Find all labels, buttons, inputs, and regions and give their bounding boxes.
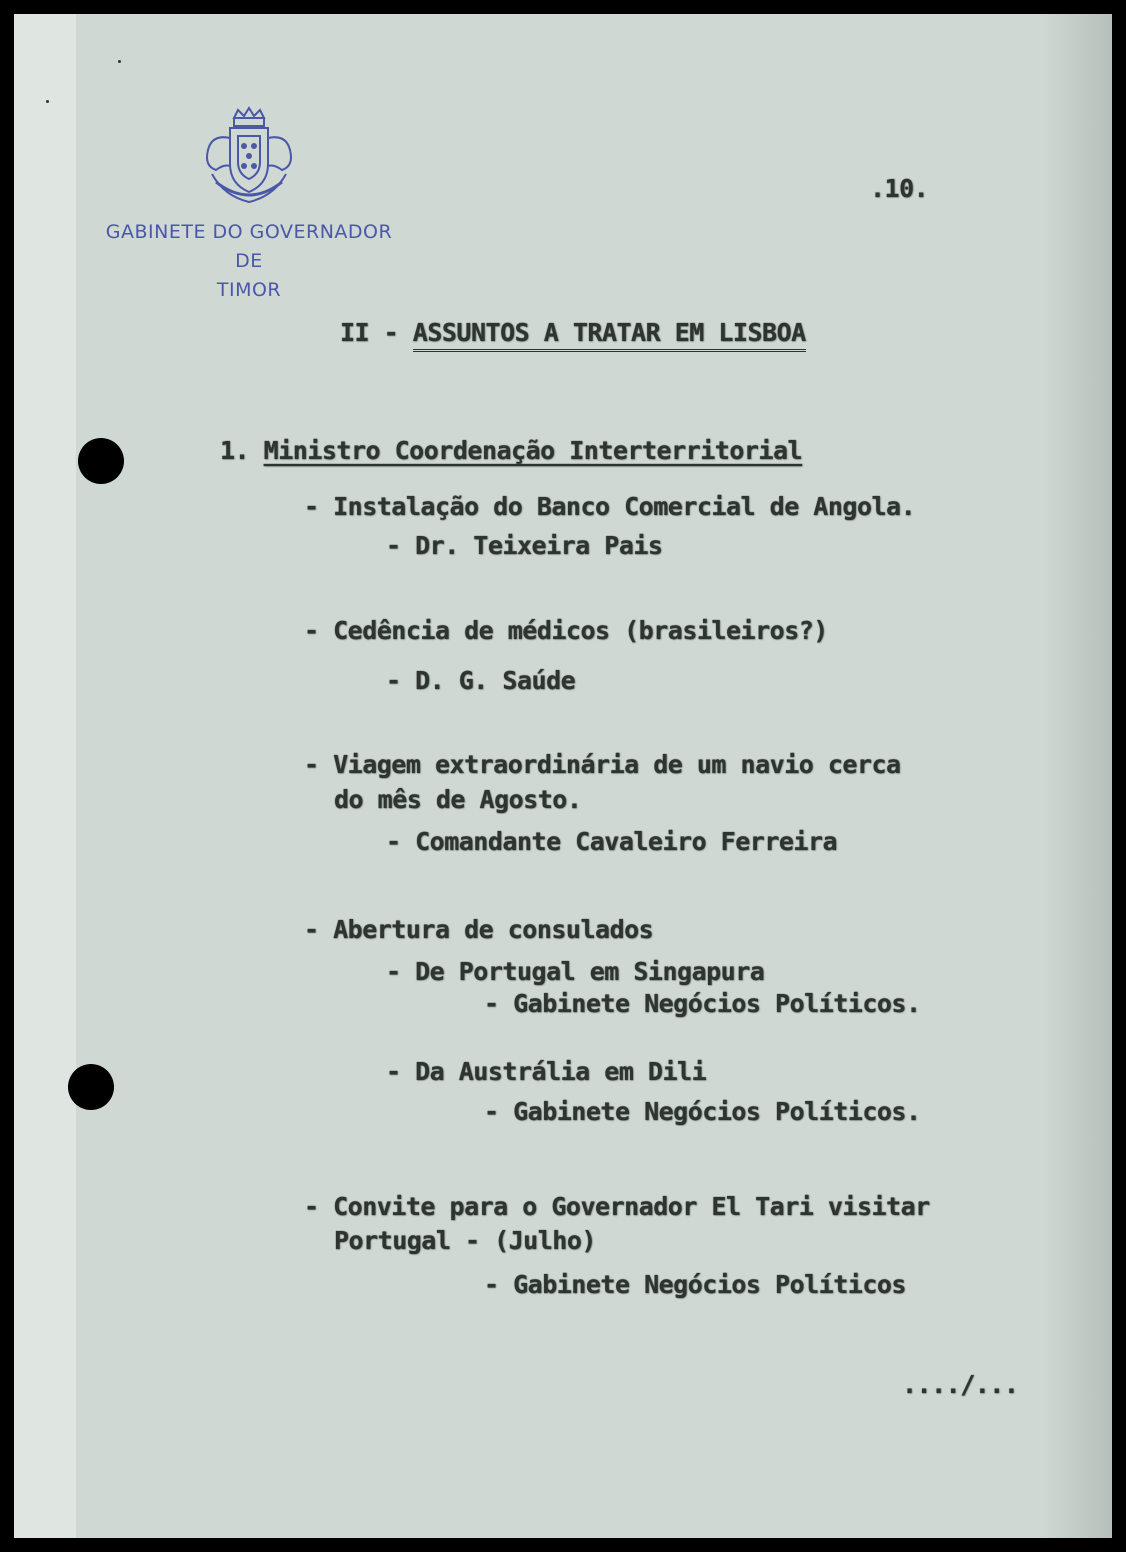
letterhead [74, 104, 424, 305]
coat-of-arms-icon [194, 104, 304, 214]
section-numeral: II - [340, 318, 399, 347]
item-doctors-responsible: - D. G. Saúde [386, 666, 576, 695]
item-voyage-responsible: - Comandante Cavaleiro Ferreira [386, 827, 838, 856]
section-title: ASSUNTOS A TRATAR EM LISBOA [413, 318, 806, 352]
item-bank-installation: - Instalação do Banco Comercial de Angola. [304, 492, 916, 521]
item-consulates: - Abertura de consulados [304, 915, 654, 944]
letterhead-line-3: TIMOR [216, 279, 282, 301]
item-bank-responsible: - Dr. Teixeira Pais [386, 531, 663, 560]
item-doctors: - Cedência de médicos (brasileiros?) [304, 616, 828, 645]
item-invitation-line-2: Portugal - (Julho) [334, 1226, 596, 1255]
letterhead-line-1: GABINETE DO GOVERNADOR [105, 221, 393, 243]
dust-speck [118, 60, 121, 63]
subsection-heading [220, 434, 802, 468]
dust-speck [46, 100, 49, 103]
item-consulate-singapore-responsible: - Gabinete Negócios Políticos. [484, 989, 921, 1018]
item-voyage-line-1: - Viagem extraordinária de um navio cerca [304, 750, 901, 779]
punch-hole-bottom [68, 1064, 114, 1110]
item-consulate-dili: - Da Austrália em Dili [386, 1057, 707, 1086]
item-voyage-line-2: do mês de Agosto. [334, 785, 582, 814]
paper-edge-strip [14, 14, 76, 1538]
letterhead-line-2: DE [235, 250, 263, 272]
punch-hole-top [78, 438, 124, 484]
item-consulate-dili-responsible: - Gabinete Negócios Políticos. [484, 1097, 921, 1126]
subsection-title: Ministro Coordenação Interterritorial [263, 436, 803, 465]
page-number: .10. [870, 174, 929, 203]
paper-shadow [1042, 14, 1112, 1538]
document-page [14, 14, 1112, 1538]
item-invitation-responsible: - Gabinete Negócios Políticos [484, 1270, 906, 1299]
section-heading [340, 316, 806, 350]
item-consulate-singapore: - De Portugal em Singapura [386, 957, 765, 986]
continuation-mark: ..../... [902, 1370, 1019, 1399]
item-invitation-line-1: - Convite para o Governador El Tari visitar [304, 1192, 930, 1221]
subsection-number: 1. [220, 436, 250, 465]
